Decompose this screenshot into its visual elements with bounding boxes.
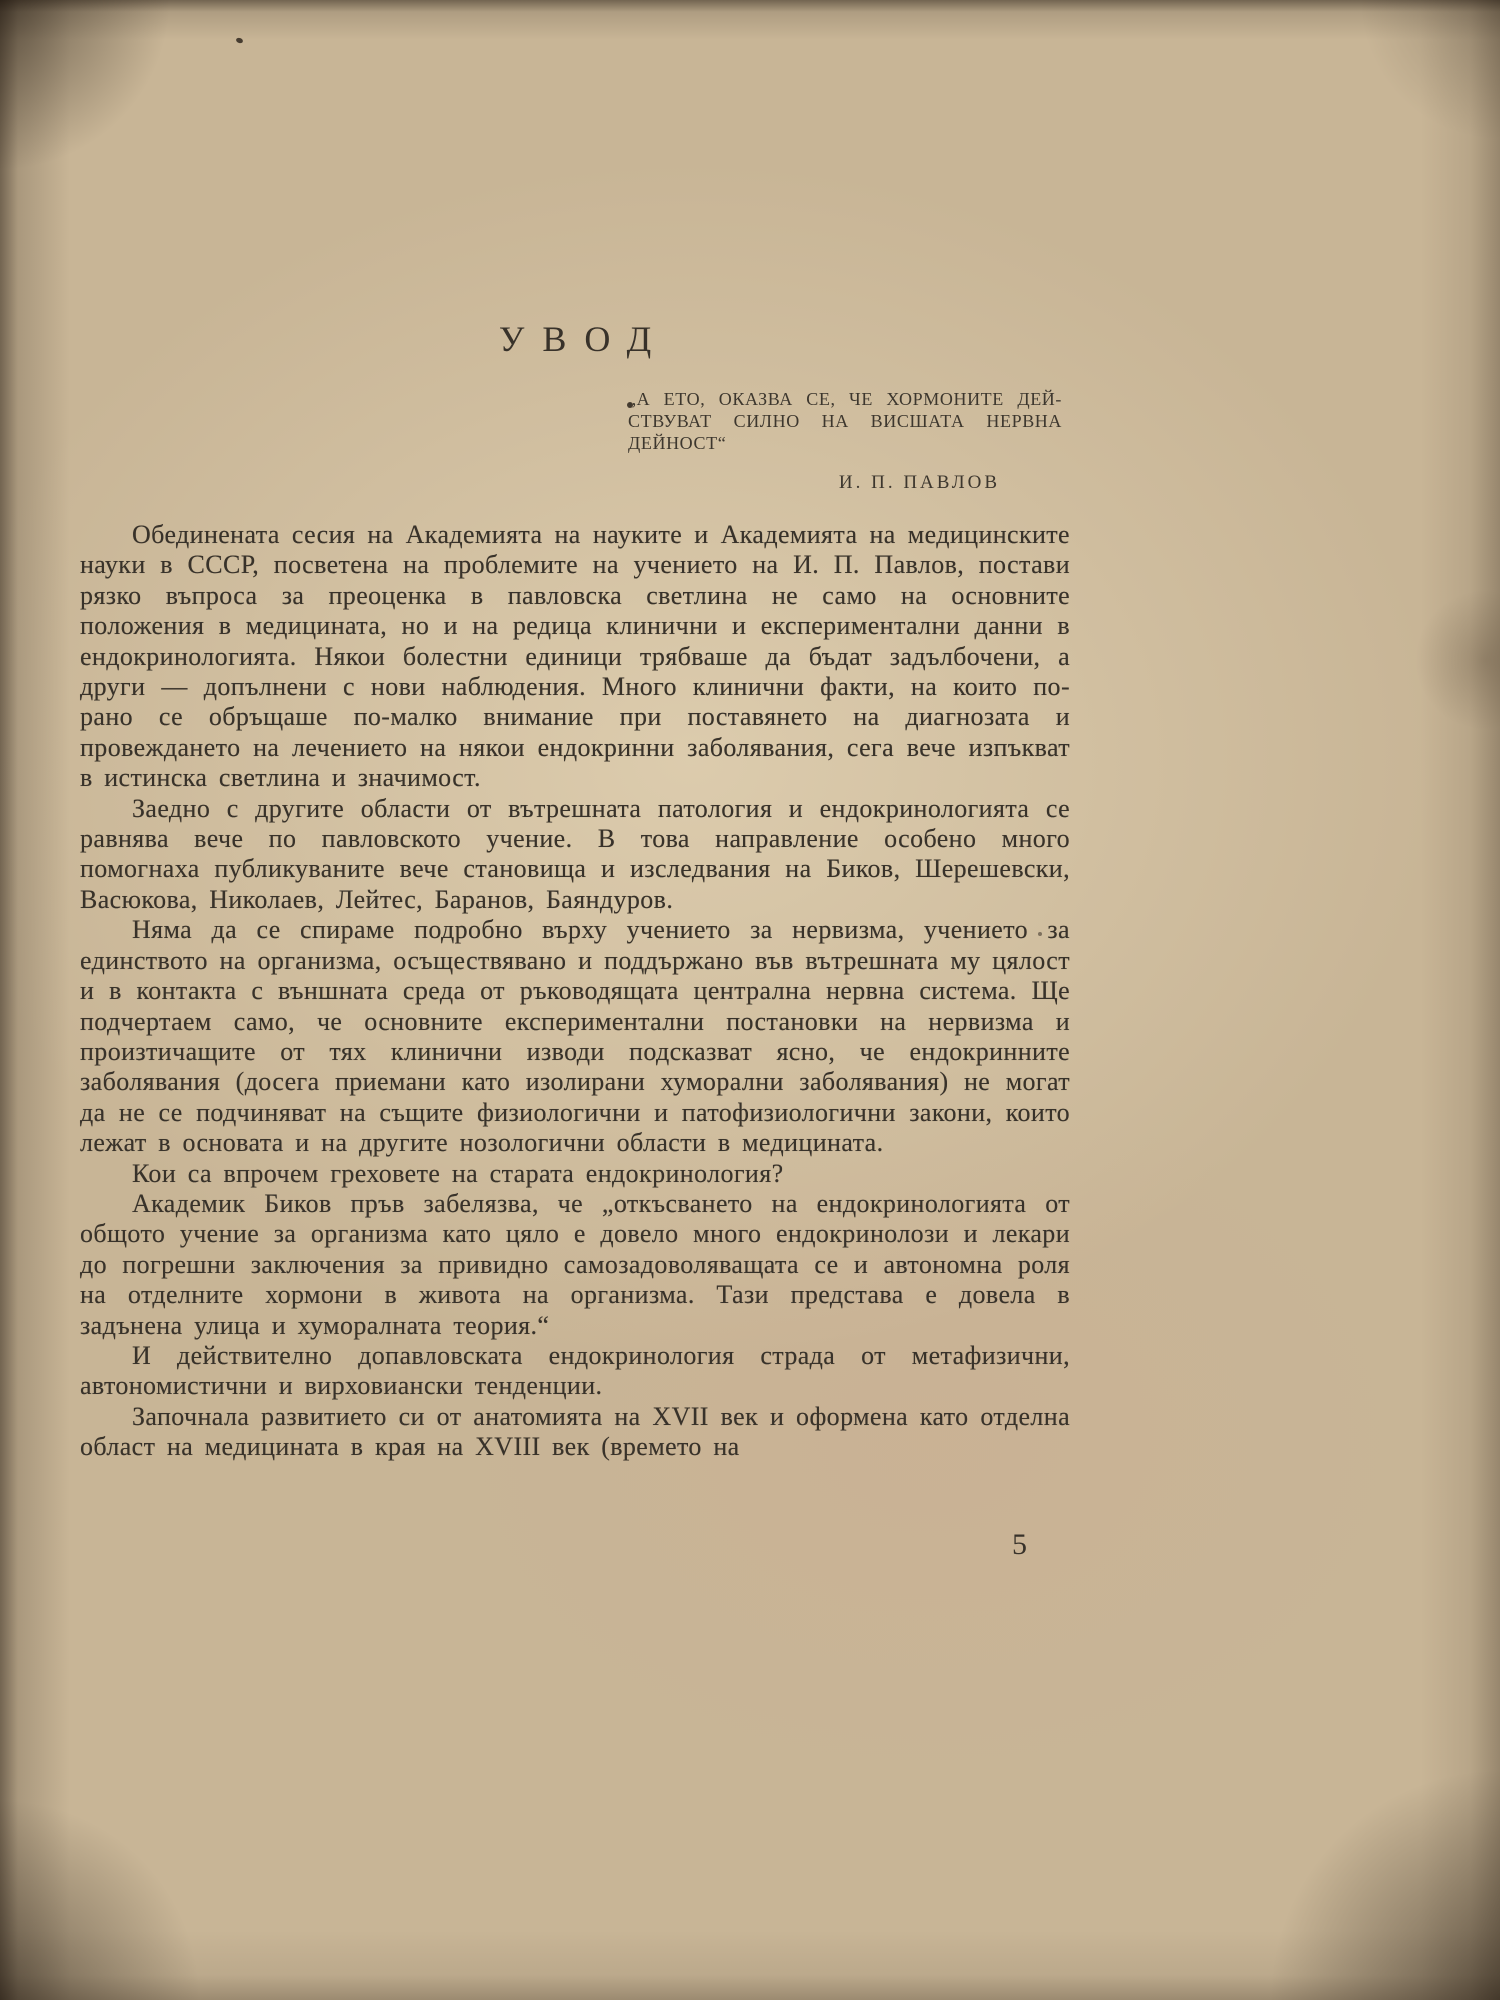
paragraph: Академик Биков пръв забелязва, че „откъсването на ендокринологията от общото учение за организма като цяло е довело много ендокринолози и лекари до погрешни заключения за привидно самозадоволяващата се и автономна роля на отделните хормони в живота на организма. Тази представа е довела в задънена улица и хуморалната теория.“ [80, 1188, 1070, 1340]
paragraph: Кои са впрочем греховете на старата ендокринология? [132, 1158, 784, 1188]
epigraph [628, 388, 1062, 494]
epigraph-attribution: И. П. ПАВЛОВ [838, 472, 1000, 493]
paragraph: И действително допавловската ендокринология страда от метафизични, автономистични и вирховиански тенденции. [80, 1340, 1070, 1401]
page-number: 5 [1012, 1528, 1027, 1561]
page-content [80, 0, 1070, 1463]
paragraph: Заедно с другите области от вътрешната патология и ендокринологията се равнява вече по павловското учение. В това направление особено много помогнаха публикуваните вече становища и изследвания на Биков, Шерешевски, Васюкова, Николаев, Лейтес, Баранов, Баяндуров. [80, 793, 1070, 914]
epigraph-line: СТВУВАТ СИЛНО НА ВИСШАТА НЕРВНА [628, 411, 1062, 431]
paragraph: Обединената сесия на Академията на науките и Академията на медицинските науки в СССР, посветена на проблемите на учението на И. П. Павлов, постави рязко въпроса за преоценка в павловска светлина не само на основните положения в медицината, но и на редица клинични и експериментални данни в ендокринологията. Някои болестни единици трябваше да бъдат задълбочени, а други — допълнени с нови наблюдения. Много клинични факти, на които по-рано се обръщаше по-малко внимание при поставянето на диагнозата и провеждането на лечението на някои ендокринни заболявания, сега вече изпъкват в истинска светлина и значимост. [80, 520, 1070, 793]
chapter-title: УВОД [498, 319, 670, 359]
paragraph: Няма да се спираме подробно върху учението за нервизма, учението за единството на организма, осъществявано и поддържано във вътрешната му цялост и в контакта с външната среда от ръководящата централна нервна система. Ще подчертаем само, че основните експериментални постановки на нервизма и произтичащите от тях клинични изводи подсказват ясно, че ендокринните заболявания (досега приемани като изолирани хуморални заболявания) не могат да не се подчиняват на същите физиологични и патофизиологични закони, които лежат в основата и на другите нозологични области в медицината. [80, 915, 1070, 1158]
paragraph: Започнала развитието си от анатомията на XVII век и оформена като отделна област на медицината в края на XVIII век (времето на [80, 1401, 1070, 1462]
epigraph-line: ДЕЙНОСТ“ [628, 433, 727, 453]
epigraph-line: „А ЕТО, ОКАЗВА СЕ, ЧЕ ХОРМОНИТЕ ДЕЙ- [628, 389, 1062, 409]
body-text [80, 520, 1070, 1463]
